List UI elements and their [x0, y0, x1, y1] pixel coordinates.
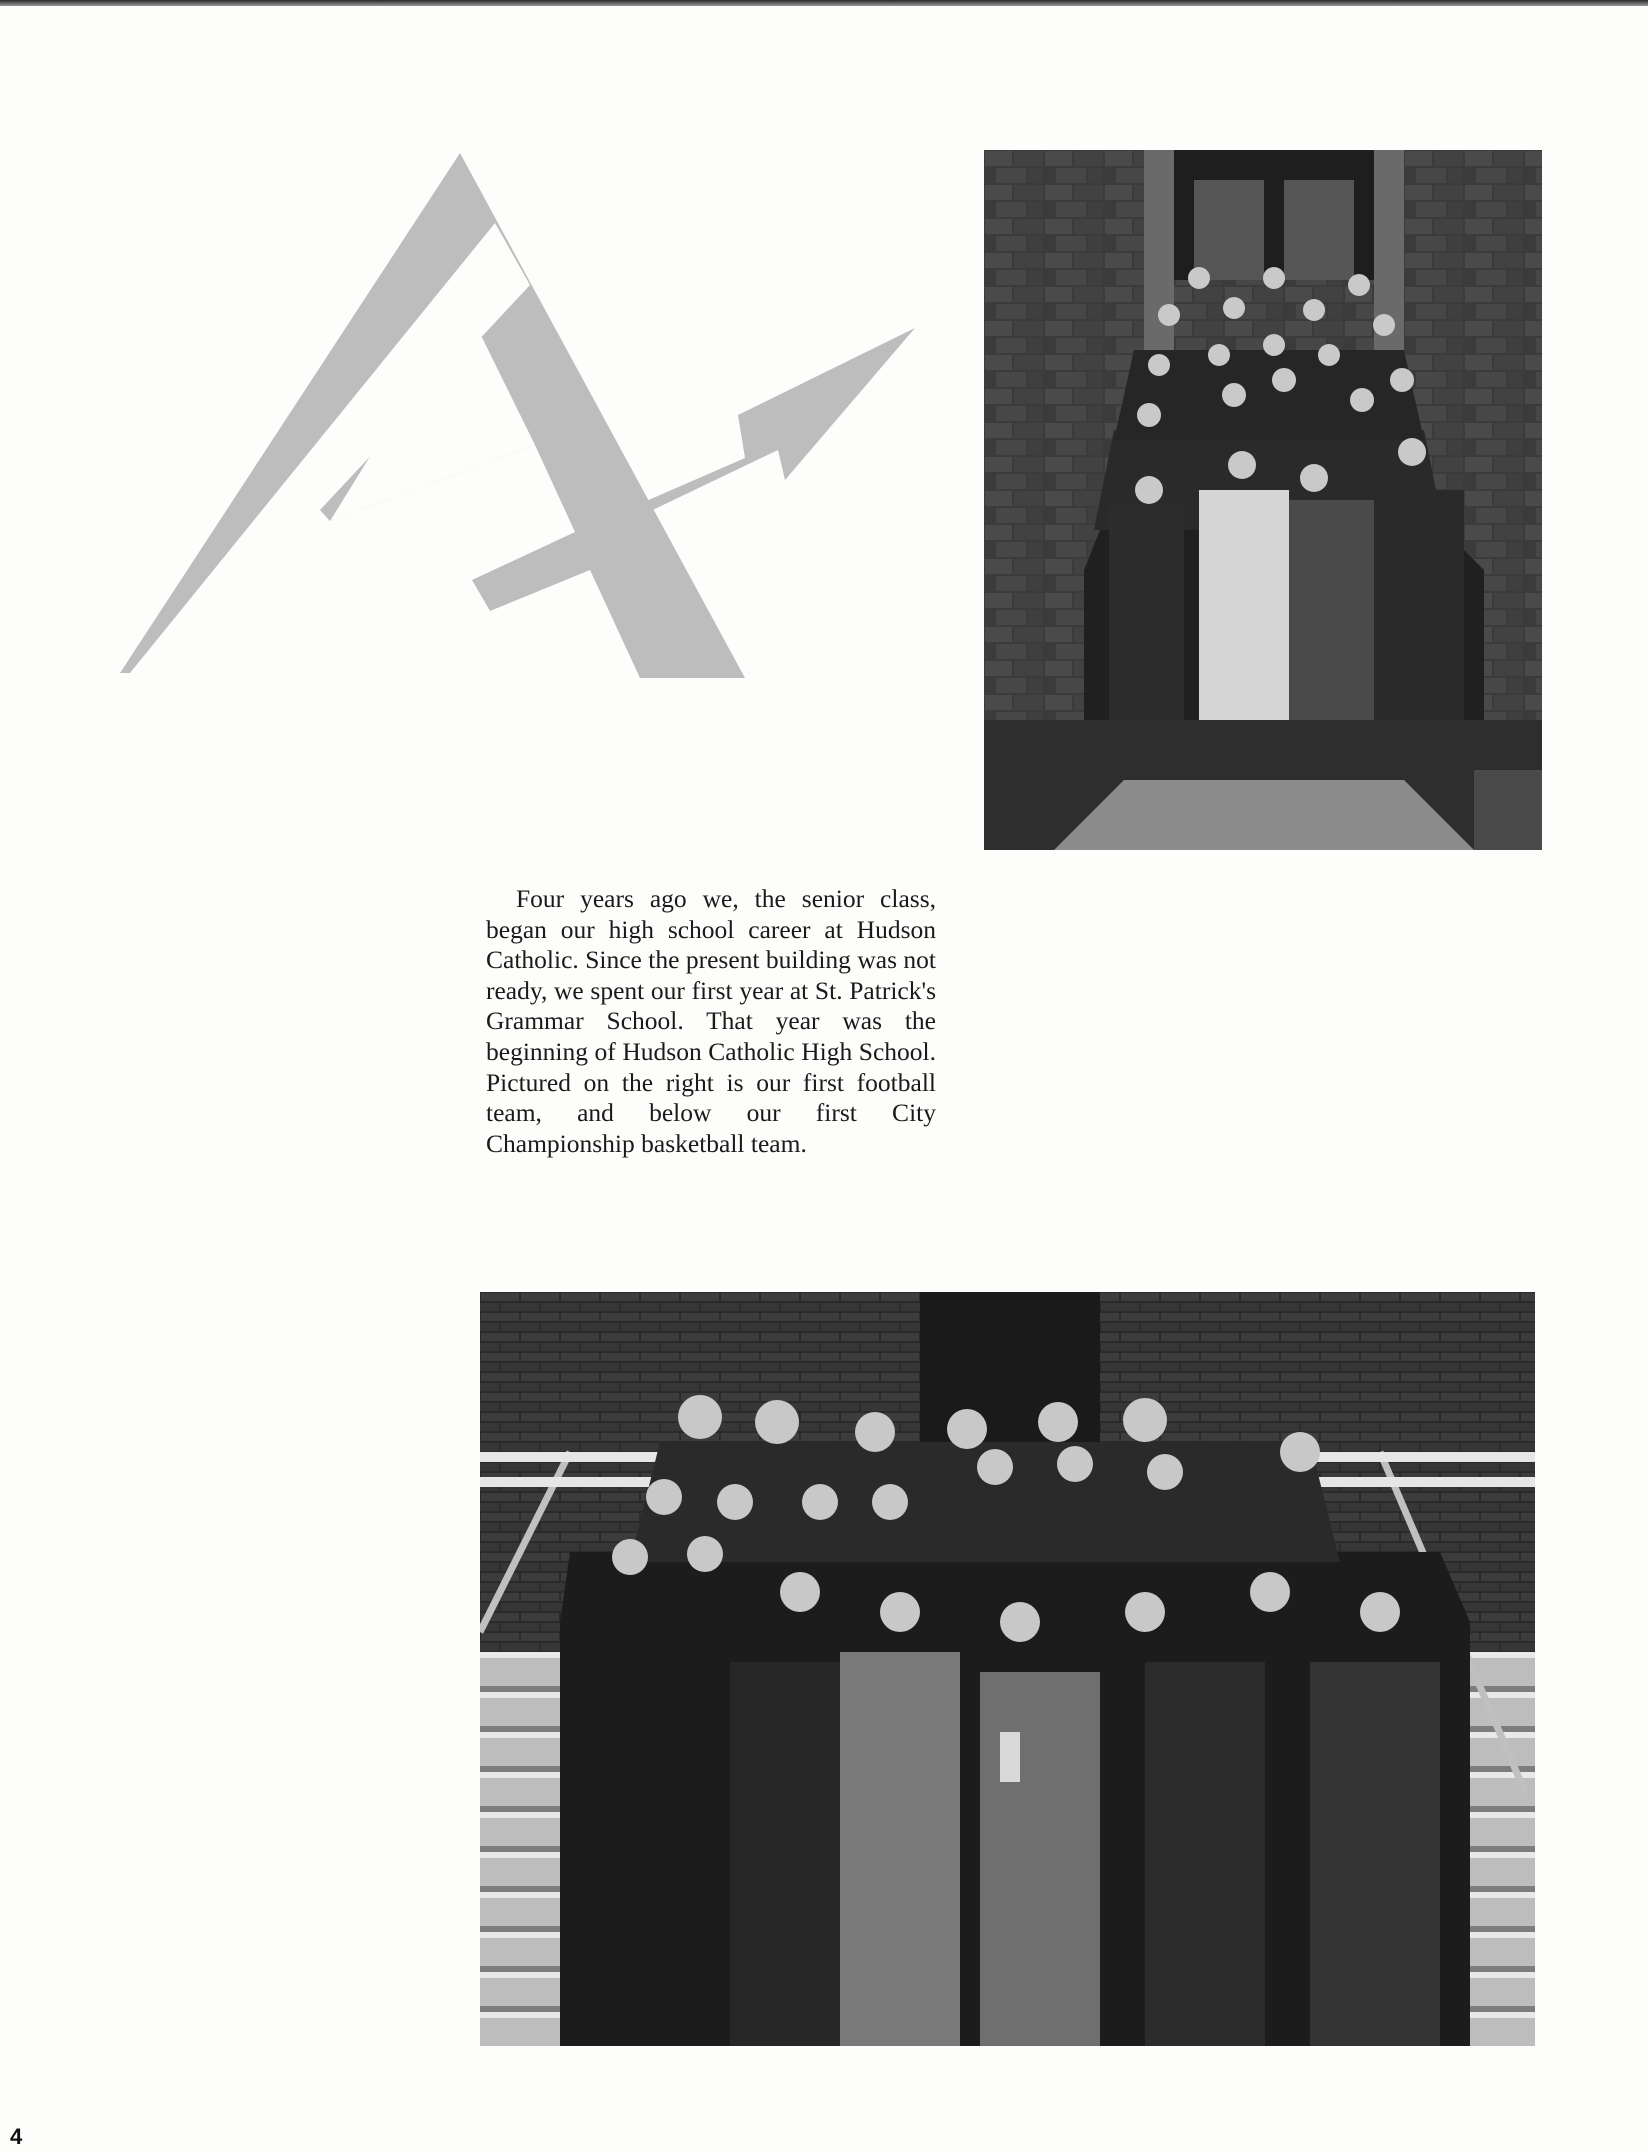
arrow-a-monogram-icon	[120, 145, 950, 705]
top-rule	[0, 0, 1648, 6]
article-paragraph: Four years ago we, the senior class, began our high school career at Hudson Catholic. Since the present building was not ready, we spent our first year at St. Patrick's Grammar School. That year was the beginning of Hudson Catholic High School. Pictured on the right is our first football team, and below our first City Championship basketball team.	[486, 884, 936, 1158]
page-number: 4	[10, 2124, 23, 2149]
player-front-2	[1199, 490, 1289, 730]
player-front-3	[1289, 500, 1374, 730]
player-front-4	[1374, 490, 1464, 730]
player-front-5	[1310, 1662, 1440, 2046]
player-front-1	[1109, 505, 1184, 735]
player-front-4	[1145, 1662, 1265, 2046]
path	[1054, 780, 1474, 850]
player-front-2	[840, 1652, 960, 2046]
basketball-team-image	[480, 1292, 1535, 2046]
basketball-team-photo	[480, 1292, 1535, 2046]
football-team-image	[984, 150, 1542, 850]
trophy	[1000, 1732, 1020, 1782]
football-team-photo	[984, 150, 1542, 850]
door-panel-right	[1284, 180, 1354, 280]
grass-right	[1474, 770, 1542, 850]
player-front-3	[980, 1672, 1100, 2046]
door-panel-left	[1194, 180, 1264, 280]
player-front-1	[730, 1662, 840, 2046]
